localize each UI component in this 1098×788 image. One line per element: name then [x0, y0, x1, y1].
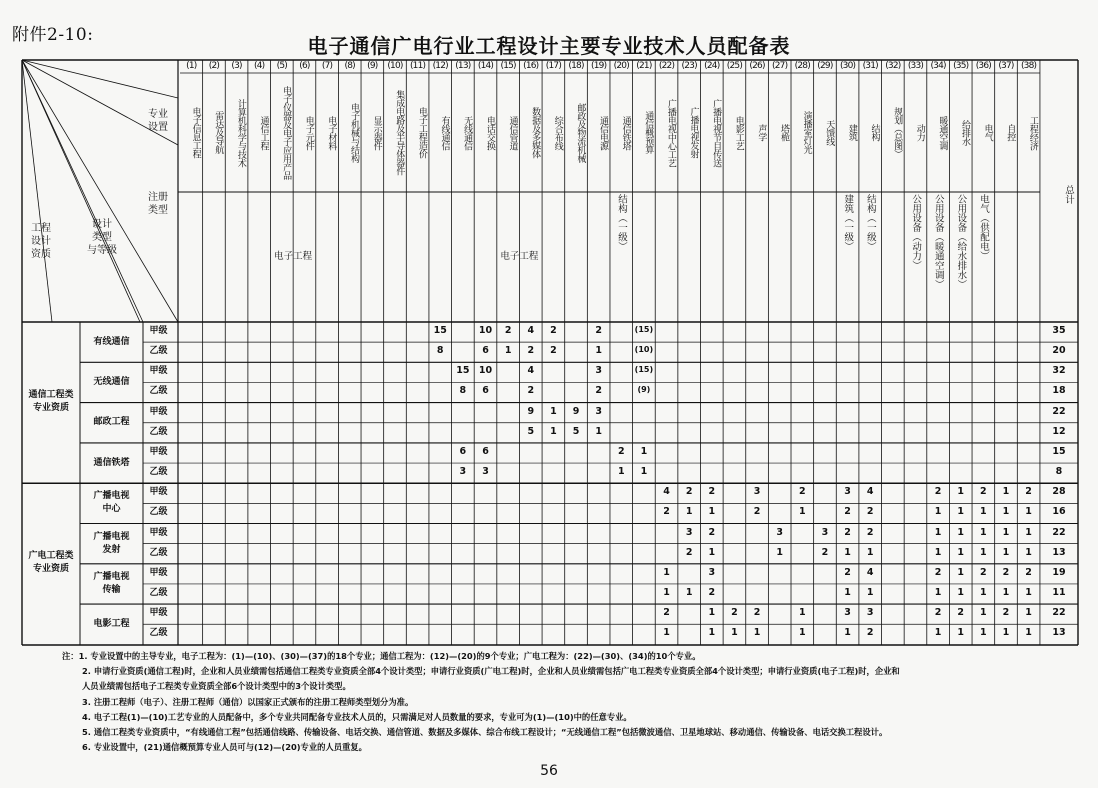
table-cell: (15) — [634, 325, 654, 334]
table-cell: 4 — [527, 325, 535, 336]
table-cell: 5 — [572, 425, 580, 437]
column-number: (27) — [772, 61, 788, 71]
table-cell: 3 — [866, 607, 874, 619]
total-cell: 13 — [1052, 546, 1066, 558]
table-cell: 1 — [685, 586, 693, 598]
grade-label: 甲级 — [149, 567, 168, 578]
table-cell: 1 — [1025, 546, 1032, 558]
column-header: 电子信息工程 — [190, 107, 201, 158]
column-header: 广播电视中心工艺 — [665, 98, 676, 167]
column-header: 电子元件 — [303, 115, 314, 150]
column-header: 电话交换 — [484, 115, 495, 150]
column-number: (13) — [455, 61, 471, 71]
column-number: (19) — [591, 61, 607, 71]
total-cell: 35 — [1052, 325, 1066, 336]
table-cell: 1 — [1002, 546, 1010, 558]
column-header: 雷达及导航 — [213, 111, 224, 154]
total-cell: 8 — [1055, 466, 1063, 478]
column-number: (16) — [523, 61, 539, 71]
column-number: (21) — [636, 61, 652, 71]
table-cell: 1 — [980, 546, 987, 558]
table-cell: 2 — [821, 546, 829, 558]
column-number: (14) — [477, 61, 494, 71]
table-cell: 2 — [799, 486, 806, 498]
table-cell: 15 — [456, 365, 470, 377]
table-cell: 2 — [980, 486, 987, 498]
column-number: (34) — [930, 61, 946, 71]
qualification-label: 工程 设计 资质 — [31, 223, 51, 260]
column-number: (7) — [321, 61, 333, 71]
table-cell: 1 — [1025, 607, 1032, 619]
table-cell: 2 — [934, 607, 942, 619]
table-cell: 1 — [980, 586, 987, 598]
table-cell: 10 — [478, 325, 493, 336]
table-cell: 1 — [1025, 526, 1032, 538]
table-cell: 2 — [663, 506, 670, 518]
column-header: 暖通空调 — [937, 115, 948, 150]
column-number: (37) — [998, 61, 1014, 71]
column-number: (10) — [387, 61, 403, 71]
table-cell: 1 — [980, 607, 987, 619]
table-cell: 1 — [663, 586, 670, 598]
grade-label: 乙级 — [149, 386, 168, 397]
table-cell: 2 — [504, 325, 512, 336]
design-type-label: 无线通信 — [93, 376, 130, 387]
design-type-label: 邮政工程 — [93, 417, 130, 428]
note-line: 人员业绩需包括电子工程类专业资质全部6个设计类型中的3个设计类型。 — [82, 681, 351, 692]
column-number: (6) — [299, 61, 310, 71]
column-number: (30) — [839, 61, 856, 71]
column-header: 规划（总图） — [892, 107, 903, 158]
table-cell: 1 — [799, 506, 806, 518]
total-cell: 22 — [1052, 405, 1066, 417]
column-number: (20) — [613, 61, 629, 71]
table-cell: 2 — [731, 607, 738, 619]
table-cell: 2 — [866, 506, 874, 518]
registration-type-vertical: 公用设备（给水排水） — [955, 194, 967, 289]
table-cell: 2 — [685, 486, 693, 498]
column-header: 动力 — [914, 124, 925, 141]
group-label: 广电工程类 专业资质 — [28, 550, 74, 574]
column-header: 电子材料 — [326, 115, 337, 150]
registration-electronics: 电子工程 — [274, 251, 313, 262]
total-cell: 11 — [1052, 586, 1066, 598]
column-header: 给排水 — [960, 119, 971, 146]
table-cell: 6 — [482, 385, 489, 397]
table-cell: 1 — [844, 627, 851, 639]
attachment-label: 附件2-10: — [12, 25, 94, 45]
grade-label: 乙级 — [149, 507, 168, 518]
column-header: 无线通信 — [462, 115, 473, 150]
column-number: (22) — [658, 61, 675, 71]
page-title: 电子通信广电行业工程设计主要专业技术人员配备表 — [307, 34, 791, 58]
column-number: (8) — [344, 61, 355, 71]
grade-label: 乙级 — [149, 467, 168, 478]
column-number: (32) — [885, 61, 901, 71]
column-header: 声学 — [756, 124, 767, 141]
column-header: 通信管道 — [507, 115, 518, 150]
note-line: 4. 电子工程(1)—(10)工艺专业的人员配备中，多个专业共同配备专业技术人员的，只需满足对人员数量的要求，专业可为(1)—(10)中的任意专业。 — [82, 711, 632, 722]
total-cell: 13 — [1052, 627, 1066, 639]
column-number: (3) — [231, 61, 242, 71]
table-cell: (9) — [637, 385, 651, 395]
grade-label: 甲级 — [149, 326, 168, 336]
column-header: 电子工程造价 — [416, 107, 427, 158]
table-cell: 1 — [504, 345, 512, 357]
table-cell: 1 — [934, 546, 942, 558]
total-cell: 12 — [1052, 425, 1066, 437]
column-number: (29) — [817, 61, 833, 71]
design-type-label: 电影工程 — [93, 618, 130, 629]
table-cell: 2 — [685, 546, 693, 558]
table-cell: 4 — [866, 486, 874, 498]
table-cell: 1 — [957, 486, 965, 498]
table-cell: 1 — [799, 627, 806, 639]
column-header: 工程经济 — [1027, 115, 1038, 150]
column-number: (38) — [1020, 61, 1037, 71]
table-cell: 1 — [1002, 586, 1010, 598]
table-cell: 1 — [934, 526, 942, 538]
column-header: 结构 — [869, 124, 880, 141]
table-cell: 1 — [1025, 506, 1032, 518]
table-cell: 2 — [957, 607, 965, 619]
table-cell: 1 — [1002, 486, 1010, 498]
table-cell: 3 — [708, 566, 716, 578]
table-cell: 1 — [980, 526, 987, 538]
column-number: (31) — [862, 61, 878, 71]
table-cell: 1 — [640, 445, 648, 457]
column-header: 自控 — [1005, 124, 1016, 141]
table-cell: 1 — [1002, 627, 1010, 639]
grade-label: 甲级 — [149, 608, 168, 619]
table-cell: 9 — [527, 405, 535, 417]
table-cell: 15 — [433, 325, 447, 336]
table-cell: 2 — [753, 607, 761, 619]
column-header: 广播电视节目传送 — [711, 98, 722, 167]
table-cell: 2 — [550, 325, 557, 336]
design-type-label: 有线通信 — [93, 336, 130, 347]
table-cell: 1 — [957, 526, 965, 538]
grade-label: 甲级 — [149, 406, 168, 417]
table-cell: 1 — [866, 546, 874, 558]
table-cell: 2 — [595, 385, 602, 397]
grade-label: 乙级 — [149, 587, 168, 598]
table-cell: 3 — [821, 526, 829, 538]
table-cell: 6 — [459, 445, 467, 457]
table-cell: 1 — [1002, 526, 1010, 538]
column-header: 综合布线 — [552, 115, 563, 150]
column-header: 建筑 — [846, 124, 857, 141]
table-cell: 4 — [866, 566, 874, 578]
column-number: (33) — [907, 61, 924, 71]
grade-label: 甲级 — [149, 527, 168, 538]
total-cell: 16 — [1052, 506, 1066, 518]
column-header: 通信铁塔 — [620, 115, 631, 150]
table-cell: 1 — [640, 466, 648, 478]
grade-label: 乙级 — [149, 547, 168, 558]
table-cell: 3 — [844, 486, 851, 498]
table-cell: 1 — [957, 627, 965, 639]
table-cell: 1 — [550, 405, 557, 417]
total-column-header: 总计 — [1062, 185, 1074, 204]
design-type-label: 广播电视 中心 — [93, 491, 130, 515]
table-cell: 6 — [482, 345, 489, 357]
table-cell: 2 — [708, 486, 716, 498]
column-number: (12) — [432, 61, 448, 71]
total-cell: 32 — [1052, 365, 1066, 377]
table-cell: 2 — [844, 506, 851, 518]
table-cell: 2 — [708, 526, 716, 538]
table-cell: 3 — [595, 405, 602, 417]
column-header: 通信工程 — [258, 115, 269, 150]
column-header: 显示器件 — [371, 115, 382, 150]
table-cell: 2 — [844, 526, 851, 538]
note-line: 3. 注册工程师（电子）、注册工程师（通信）以国家正式颁布的注册工程师类型划分为准。 — [82, 696, 414, 707]
table-cell: 2 — [1025, 486, 1032, 498]
column-number: (18) — [568, 61, 584, 71]
column-number: (28) — [794, 61, 810, 71]
total-cell: 15 — [1052, 445, 1066, 457]
column-number: (23) — [681, 61, 697, 71]
table-cell: 1 — [799, 607, 806, 619]
table-cell: (15) — [634, 365, 654, 375]
table-cell: 2 — [844, 566, 851, 578]
table-cell: 1 — [957, 506, 965, 518]
column-header: 电子机械与结构 — [349, 102, 360, 163]
table-cell: 2 — [595, 325, 602, 336]
grade-label: 乙级 — [149, 628, 168, 639]
column-number: (24) — [704, 61, 720, 71]
column-header: 通信概预算 — [643, 111, 654, 154]
total-cell: 18 — [1052, 385, 1066, 397]
column-number: (1) — [186, 61, 197, 71]
table-cell: 1 — [595, 425, 602, 437]
total-cell: 19 — [1052, 566, 1066, 578]
column-number: (4) — [254, 61, 265, 71]
column-number: (5) — [276, 61, 287, 71]
table-cell: 2 — [866, 627, 874, 639]
note-line: 5. 通信工程类专业资质中，“有线通信工程”包括通信线路、传输设备、电话交换、通信管道、数据及多媒体、综合布线工程设计；“无线通信工程”包括微波通信、卫星地球站、移动通信、传输设备、电话交换工程设计。 — [82, 727, 888, 737]
column-header: 计算机科学与技术 — [235, 98, 246, 167]
registration-electronics: 电子工程 — [500, 251, 539, 262]
table-cell: 2 — [708, 586, 716, 598]
table-cell: 6 — [482, 445, 489, 457]
table-cell: 1 — [934, 506, 942, 518]
table-cell: 3 — [844, 607, 851, 619]
table-cell: 1 — [708, 546, 716, 558]
table-cell: 2 — [1002, 607, 1010, 619]
design-type-label: 通信铁塔 — [93, 457, 130, 468]
grade-label: 乙级 — [149, 346, 168, 357]
table-cell: 2 — [663, 607, 670, 619]
corner-diagonal — [22, 60, 140, 322]
table-cell: 9 — [572, 405, 580, 417]
column-header: 数据及多媒体 — [530, 107, 541, 158]
grade-label: 乙级 — [149, 426, 168, 437]
registration-type-vertical: 公用设备（动力） — [910, 194, 922, 270]
table-cell: 2 — [617, 445, 625, 457]
table-cell: 2 — [866, 526, 874, 538]
table-cell: 2 — [550, 345, 557, 357]
table-cell: 3 — [776, 526, 783, 538]
table-cell: 3 — [753, 486, 761, 498]
group-label: 通信工程类 专业资质 — [28, 389, 74, 413]
table-cell: 1 — [980, 506, 987, 518]
table-cell: 1 — [957, 546, 965, 558]
registration-type-vertical: 电气（供配电） — [978, 194, 990, 261]
table-cell: 1 — [708, 627, 716, 639]
column-number: (15) — [500, 61, 516, 71]
grade-label: 甲级 — [149, 366, 168, 377]
column-header: 邮政及物流机械 — [575, 102, 586, 163]
table-cell: 2 — [527, 345, 535, 357]
total-cell: 28 — [1052, 486, 1066, 498]
design-type-label: 广播电视 发射 — [93, 531, 130, 555]
table-cell: 2 — [934, 486, 942, 498]
table-cell: 1 — [595, 345, 602, 357]
column-number: (25) — [726, 61, 743, 71]
table-cell: 1 — [957, 566, 965, 578]
table-cell: 1 — [753, 627, 761, 639]
column-number: (26) — [749, 61, 765, 71]
table-cell: 2 — [934, 566, 942, 578]
table-cell: 1 — [866, 586, 874, 598]
registration-type-label: 注册 类型 — [148, 192, 168, 216]
table-cell: 2 — [527, 385, 535, 397]
table-cell: 1 — [685, 506, 693, 518]
table-cell: 1 — [934, 586, 942, 598]
column-header: 集成电路及半导体器件 — [394, 90, 405, 175]
table-cell: 1 — [844, 586, 851, 598]
table-cell: 3 — [482, 466, 489, 478]
registration-type-vertical: 结构（一级） — [615, 194, 627, 251]
table-cell: 2 — [1002, 566, 1010, 578]
column-header: 塔桅 — [779, 124, 789, 141]
column-number: (9) — [367, 61, 378, 71]
table-cell: 4 — [527, 365, 535, 377]
table-cell: 3 — [459, 466, 467, 478]
table-cell: 1 — [957, 586, 965, 598]
table-cell: 3 — [595, 365, 602, 377]
table-cell: 1 — [617, 466, 625, 478]
table-cell: 1 — [844, 546, 851, 558]
column-number: (36) — [975, 61, 991, 71]
column-header: 有线通信 — [439, 115, 450, 150]
table-cell: 1 — [708, 506, 716, 518]
table-cell: 1 — [663, 566, 670, 578]
table-cell: 1 — [980, 627, 987, 639]
table-cell: 2 — [753, 506, 761, 518]
column-number: (17) — [545, 61, 562, 71]
total-cell: 20 — [1052, 345, 1066, 357]
column-header: 电子仪器及电子应用产品 — [281, 85, 292, 180]
column-header: 电气 — [982, 124, 993, 141]
registration-type-vertical: 建筑（一级） — [842, 194, 854, 251]
column-header: 演播室灯光 — [801, 111, 812, 154]
column-header: 广播电视发射 — [688, 107, 699, 158]
table-cell: 1 — [1025, 627, 1032, 639]
table-cell: 10 — [478, 365, 493, 377]
table-cell: 2 — [1025, 566, 1032, 578]
table-cell: 1 — [663, 627, 670, 639]
grade-label: 甲级 — [149, 446, 168, 457]
design-type-label: 广播电视 传输 — [93, 571, 130, 595]
table-cell: 1 — [731, 627, 738, 639]
table-cell: 1 — [708, 607, 716, 619]
table-cell: 8 — [459, 385, 467, 397]
table-cell: (10) — [634, 345, 654, 355]
table-cell: 1 — [1025, 586, 1032, 598]
table-cell: 2 — [980, 566, 987, 578]
registration-type-vertical: 结构（一级） — [864, 194, 876, 251]
column-number: (11) — [409, 61, 426, 71]
column-number: (2) — [208, 61, 220, 71]
column-header: 天馈线 — [824, 119, 835, 146]
total-cell: 22 — [1052, 607, 1066, 619]
table-cell: 1 — [776, 546, 783, 558]
corner-diagonal — [22, 60, 178, 98]
registration-type-vertical: 公用设备（暖通空调） — [932, 194, 944, 289]
table-cell: 8 — [436, 345, 444, 357]
table-cell: 1 — [550, 425, 557, 437]
corner-diagonal — [22, 60, 143, 322]
corner-diagonal — [22, 60, 52, 322]
column-header: 电影工艺 — [733, 115, 744, 150]
column-header: 通信电源 — [597, 115, 608, 150]
table-cell: 5 — [527, 425, 535, 437]
note-line: 注：1. 专业设置中的主导专业，电子工程为：(1)—(10)、(30)—(37)的18个专业；通信工程为：(12)—(20)的9个专业；广电工程为：(22)—(30)、(34)的10个专业。 — [62, 651, 701, 661]
grade-label: 甲级 — [149, 487, 168, 498]
design-type-label: 设计 类型 与等级 — [87, 219, 117, 256]
note-line: 2. 申请行业资质(通信工程)时，企业和人员业绩需包括通信工程类专业资质全部4个设计类型；申请行业资质(广电工程)时，企业和人员业绩需包括广电工程类专业资质全部4个设计类型；申请行业资质(电子工程)时，企业和 — [82, 666, 900, 677]
table-cell: 1 — [1002, 506, 1010, 518]
specialty-setting-label: 专业 设置 — [148, 109, 168, 133]
column-number: (35) — [953, 61, 969, 71]
table-cell: 4 — [663, 486, 670, 498]
table-cell: 3 — [685, 526, 693, 538]
page-number: 56 — [540, 763, 558, 779]
note-line: 6. 专业设置中，(21)通信概预算专业人员可与(12)—(20)专业的人员重复。 — [82, 742, 367, 753]
total-cell: 22 — [1052, 526, 1066, 538]
table-cell: 1 — [934, 627, 942, 639]
